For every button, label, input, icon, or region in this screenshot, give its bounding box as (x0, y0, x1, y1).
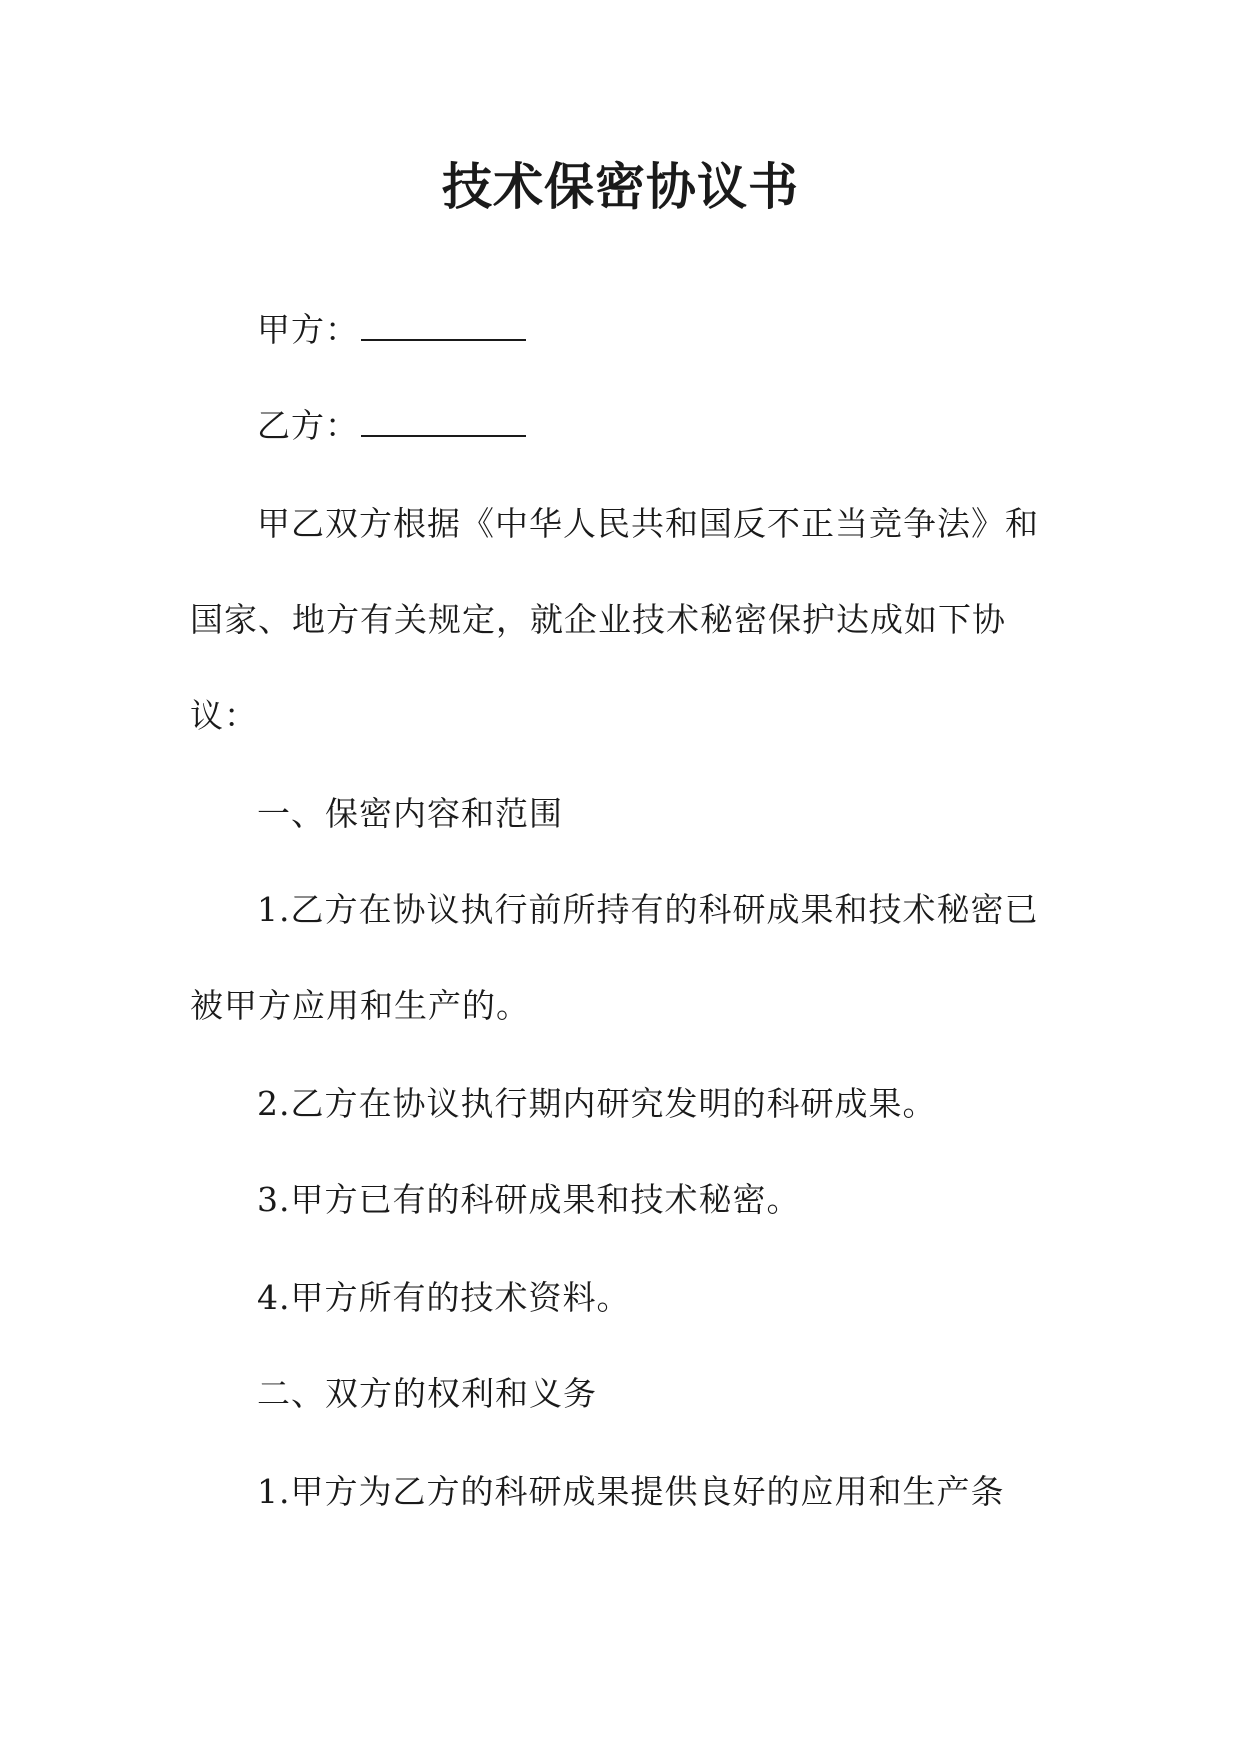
section2-item1-line1: 1.甲方为乙方的科研成果提供良好的应用和生产条 (257, 1472, 1005, 1511)
section1-item3: 3.甲方已有的科研成果和技术秘密。 (257, 1180, 801, 1219)
section2-heading: 二、双方的权利和义务 (257, 1374, 597, 1413)
party-a-label: 甲方： (257, 310, 359, 349)
section1-item1-line2: 被甲方应用和生产的。 (190, 986, 530, 1025)
document-title: 技术保密协议书 (442, 157, 799, 216)
preamble-line-2: 国家、地方有关规定，就企业技术秘密保护达成如下协 (190, 600, 1006, 639)
preamble-line-3: 议： (190, 696, 258, 735)
section1-item2: 2.乙方在协议执行期内研究发明的科研成果。 (257, 1084, 937, 1123)
party-a-line (257, 308, 526, 352)
preamble-line-1: 甲乙双方根据《中华人民共和国反不正当竞争法》和 (257, 504, 1039, 543)
party-b-line (257, 404, 526, 448)
party-a-blank (361, 309, 526, 341)
party-b-blank (361, 405, 526, 437)
section1-item1-line1: 1.乙方在协议执行前所持有的科研成果和技术秘密已 (257, 890, 1039, 929)
section1-item4: 4.甲方所有的技术资料。 (257, 1278, 631, 1317)
section1-heading: 一、保密内容和范围 (257, 794, 563, 833)
party-b-label: 乙方： (257, 406, 359, 445)
